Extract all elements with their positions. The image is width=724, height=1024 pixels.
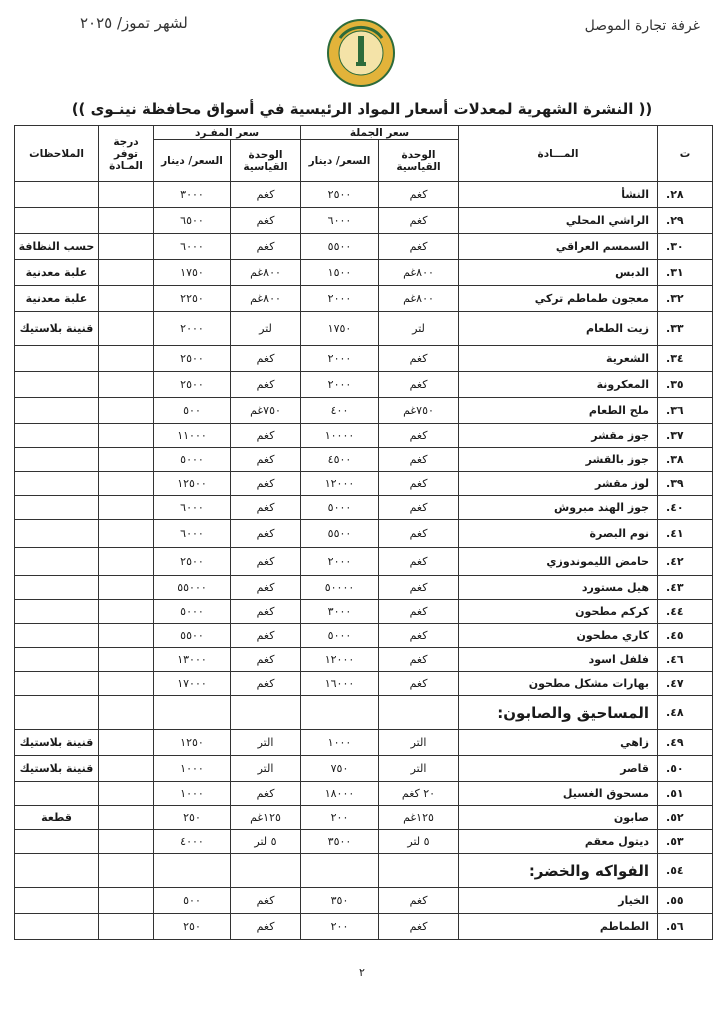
- empty-cell: [231, 696, 301, 730]
- wholesale-price: ١٨٠٠٠: [301, 782, 379, 806]
- wholesale-price: ٥٥٠٠: [301, 234, 379, 260]
- wholesale-unit: كغم: [379, 346, 459, 372]
- table-row: [15, 854, 713, 888]
- retail-price: ٢٥٠٠: [154, 372, 231, 398]
- notes-cell: [15, 888, 99, 914]
- material-name: هيل مستورد: [459, 576, 658, 600]
- row-number: ٤٢.: [658, 548, 713, 576]
- retail-price: ١٧٥٠: [154, 260, 231, 286]
- wholesale-price: ٥٠٠٠٠: [301, 576, 379, 600]
- table-row: [15, 756, 713, 782]
- row-number: ٣٣.: [658, 312, 713, 346]
- availability-cell: [99, 648, 154, 672]
- wholesale-price: ٧٥٠: [301, 756, 379, 782]
- retail-unit: ٧٥٠غم: [231, 398, 301, 424]
- retail-unit: كغم: [231, 888, 301, 914]
- retail-unit: كغم: [231, 208, 301, 234]
- availability-cell: [99, 496, 154, 520]
- row-number: ٣٠.: [658, 234, 713, 260]
- material-name: الطماطم: [459, 914, 658, 940]
- notes-cell: قنينة بلاستيك: [15, 730, 99, 756]
- availability-cell: [99, 346, 154, 372]
- row-number: ٣١.: [658, 260, 713, 286]
- retail-price: ٢٥٠: [154, 806, 231, 830]
- retail-unit: كغم: [231, 672, 301, 696]
- material-name: جوز مقشر: [459, 424, 658, 448]
- retail-price: ٥٠٠: [154, 888, 231, 914]
- material-name: الدبس: [459, 260, 658, 286]
- wholesale-price: ١٠٠٠: [301, 730, 379, 756]
- availability-cell: [99, 448, 154, 472]
- notes-cell: [15, 600, 99, 624]
- notes-cell: [15, 576, 99, 600]
- chamber-logo: [326, 18, 396, 88]
- notes-cell: [15, 372, 99, 398]
- retail-price: ٦٠٠٠: [154, 234, 231, 260]
- empty-cell: [15, 854, 99, 888]
- row-number: ٥١.: [658, 782, 713, 806]
- availability-cell: [99, 208, 154, 234]
- retail-price: ٥٥٠٠٠: [154, 576, 231, 600]
- col-seq: ت: [658, 126, 713, 182]
- row-number: ٥٢.: [658, 806, 713, 830]
- wholesale-price: ٥٠٠٠: [301, 496, 379, 520]
- wholesale-price: ٢٠٠٠: [301, 548, 379, 576]
- wholesale-unit: كغم: [379, 888, 459, 914]
- retail-unit: كغم: [231, 914, 301, 940]
- table-row: [15, 782, 713, 806]
- table-row: [15, 234, 713, 260]
- row-number: ٤٧.: [658, 672, 713, 696]
- material-name: نوم البصرة: [459, 520, 658, 548]
- table-row: [15, 472, 713, 496]
- table-row: [15, 888, 713, 914]
- retail-price: ٣٠٠٠: [154, 182, 231, 208]
- notes-cell: [15, 472, 99, 496]
- empty-cell: [231, 854, 301, 888]
- retail-price: ٢٥٠٠: [154, 346, 231, 372]
- report-month: لشهر تموز/ ٢٠٢٥: [80, 14, 188, 32]
- material-name: ديتول معقم: [459, 830, 658, 854]
- material-name: المعكرونة: [459, 372, 658, 398]
- material-name: الخيار: [459, 888, 658, 914]
- retail-unit: ٨٠٠غم: [231, 260, 301, 286]
- material-name: جوز الهند مبروش: [459, 496, 658, 520]
- report-title: (( النشرة الشهرية لمعدلات أسعار المواد الرئيسية في أسواق محافظة نينـوى )): [71, 100, 653, 118]
- table-row: [15, 576, 713, 600]
- material-name: النشأ: [459, 182, 658, 208]
- wholesale-price: ٤٠٠: [301, 398, 379, 424]
- wholesale-unit: كغم: [379, 234, 459, 260]
- row-number: ٣٦.: [658, 398, 713, 424]
- wholesale-price: ٣٥٠: [301, 888, 379, 914]
- row-number: ٢٨.: [658, 182, 713, 208]
- notes-cell: [15, 208, 99, 234]
- retail-price: ٦٥٠٠: [154, 208, 231, 234]
- empty-cell: [301, 696, 379, 730]
- empty-cell: [154, 854, 231, 888]
- material-name: ملح الطعام: [459, 398, 658, 424]
- row-number: ٣٧.: [658, 424, 713, 448]
- retail-price: ٦٠٠٠: [154, 496, 231, 520]
- material-name: جوز بالقشر: [459, 448, 658, 472]
- table-row: [15, 806, 713, 830]
- table-row: [15, 424, 713, 448]
- row-number: ٢٩.: [658, 208, 713, 234]
- empty-cell: [15, 696, 99, 730]
- retail-unit: كغم: [231, 576, 301, 600]
- wholesale-unit: التر: [379, 756, 459, 782]
- retail-unit: لتر: [231, 312, 301, 346]
- col-availability: درجة توفر المـادة: [99, 126, 154, 182]
- retail-unit: كغم: [231, 600, 301, 624]
- row-number: ٥٤.: [658, 854, 713, 888]
- table-row: [15, 372, 713, 398]
- wholesale-unit: لتر: [379, 312, 459, 346]
- col-wholesale: سعر الجملة: [301, 126, 459, 140]
- availability-cell: [99, 548, 154, 576]
- row-number: ٣٥.: [658, 372, 713, 398]
- col-price-retail: السعر/ دينار: [154, 140, 231, 182]
- material-name: الشعرية: [459, 346, 658, 372]
- notes-cell: علبة معدنية: [15, 286, 99, 312]
- availability-cell: [99, 624, 154, 648]
- retail-price: ٥٠٠٠: [154, 448, 231, 472]
- availability-cell: [99, 730, 154, 756]
- row-number: ٥٣.: [658, 830, 713, 854]
- wholesale-price: ٤٥٠٠: [301, 448, 379, 472]
- wholesale-price: ١٢٠٠٠: [301, 648, 379, 672]
- wholesale-unit: كغم: [379, 372, 459, 398]
- availability-cell: [99, 398, 154, 424]
- wholesale-unit: ٧٥٠غم: [379, 398, 459, 424]
- table-row: [15, 696, 713, 730]
- retail-unit: كغم: [231, 424, 301, 448]
- retail-unit: كغم: [231, 782, 301, 806]
- material-name: حامض الليموندوزي: [459, 548, 658, 576]
- wholesale-unit: كغم: [379, 520, 459, 548]
- wholesale-price: ٢٠٠: [301, 914, 379, 940]
- prices-table: [14, 125, 713, 940]
- wholesale-unit: كغم: [379, 672, 459, 696]
- retail-unit: كغم: [231, 472, 301, 496]
- notes-cell: [15, 346, 99, 372]
- table-row: [15, 346, 713, 372]
- retail-unit: كغم: [231, 234, 301, 260]
- notes-cell: [15, 398, 99, 424]
- wholesale-price: ١٠٠٠٠: [301, 424, 379, 448]
- wholesale-unit: ٢٠ كغم: [379, 782, 459, 806]
- retail-unit: كغم: [231, 496, 301, 520]
- material-name: لوز مقشر: [459, 472, 658, 496]
- availability-cell: [99, 888, 154, 914]
- wholesale-price: ٢٠٠٠: [301, 372, 379, 398]
- notes-cell: [15, 548, 99, 576]
- availability-cell: [99, 182, 154, 208]
- col-price-wholesale: السعر/ دينار: [301, 140, 379, 182]
- prices-table-body: [15, 182, 713, 940]
- notes-cell: علبة معدنية: [15, 260, 99, 286]
- availability-cell: [99, 806, 154, 830]
- wholesale-unit: ٨٠٠غم: [379, 260, 459, 286]
- retail-price: ١٣٠٠٠: [154, 648, 231, 672]
- notes-cell: [15, 782, 99, 806]
- empty-cell: [301, 854, 379, 888]
- availability-cell: [99, 234, 154, 260]
- material-name: قاصر: [459, 756, 658, 782]
- row-number: ٥٥.: [658, 888, 713, 914]
- notes-cell: قنينة بلاستيك: [15, 312, 99, 346]
- availability-cell: [99, 782, 154, 806]
- empty-cell: [99, 696, 154, 730]
- row-number: ٤٤.: [658, 600, 713, 624]
- wholesale-price: ١٥٠٠: [301, 260, 379, 286]
- row-number: ٤٣.: [658, 576, 713, 600]
- empty-cell: [99, 854, 154, 888]
- wholesale-price: ٥٠٠٠: [301, 624, 379, 648]
- retail-price: ١٠٠٠: [154, 756, 231, 782]
- retail-unit: ٥ لتر: [231, 830, 301, 854]
- retail-unit: كغم: [231, 346, 301, 372]
- retail-unit: ١٢٥غم: [231, 806, 301, 830]
- material-name: فلفل اسود: [459, 648, 658, 672]
- notes-cell: قطعة: [15, 806, 99, 830]
- availability-cell: [99, 472, 154, 496]
- col-unit-retail: الوحدة القياسية: [231, 140, 301, 182]
- section-heading: الفواكه والخضر:: [459, 854, 658, 888]
- retail-unit: كغم: [231, 520, 301, 548]
- material-name: زاهي: [459, 730, 658, 756]
- wholesale-unit: ١٢٥غم: [379, 806, 459, 830]
- col-material: المـــادة: [459, 126, 658, 182]
- empty-cell: [379, 696, 459, 730]
- col-retail: سعر المفـرد: [154, 126, 301, 140]
- row-number: ٣٤.: [658, 346, 713, 372]
- table-row: [15, 624, 713, 648]
- wholesale-unit: كغم: [379, 472, 459, 496]
- availability-cell: [99, 312, 154, 346]
- chamber-name: غرفة تجارة الموصل: [584, 18, 700, 34]
- wholesale-unit: كغم: [379, 182, 459, 208]
- retail-unit: كغم: [231, 372, 301, 398]
- table-row: [15, 312, 713, 346]
- wholesale-price: ٥٥٠٠: [301, 520, 379, 548]
- material-name: كاري مطحون: [459, 624, 658, 648]
- notes-cell: [15, 672, 99, 696]
- empty-cell: [379, 854, 459, 888]
- retail-price: ٥٠٠٠: [154, 600, 231, 624]
- row-number: ٤٩.: [658, 730, 713, 756]
- wholesale-unit: كغم: [379, 496, 459, 520]
- col-notes: الملاحظات: [15, 126, 99, 182]
- retail-unit: التر: [231, 730, 301, 756]
- wholesale-price: ٦٠٠٠: [301, 208, 379, 234]
- table-row: [15, 914, 713, 940]
- wholesale-unit: كغم: [379, 624, 459, 648]
- table-row: [15, 548, 713, 576]
- notes-cell: [15, 496, 99, 520]
- retail-price: ١١٠٠٠: [154, 424, 231, 448]
- row-number: ٥٦.: [658, 914, 713, 940]
- section-heading: المساحيق والصابون:: [459, 696, 658, 730]
- wholesale-price: ٣٥٠٠: [301, 830, 379, 854]
- notes-cell: قنينة بلاستيك: [15, 756, 99, 782]
- table-row: [15, 672, 713, 696]
- row-number: ٤٥.: [658, 624, 713, 648]
- table-row: [15, 260, 713, 286]
- col-unit-wholesale: الوحدة القياسية: [379, 140, 459, 182]
- notes-cell: [15, 648, 99, 672]
- row-number: ٤٦.: [658, 648, 713, 672]
- retail-price: ١٢٥٠: [154, 730, 231, 756]
- availability-cell: [99, 672, 154, 696]
- table-row: [15, 398, 713, 424]
- retail-price: ٥٥٠٠: [154, 624, 231, 648]
- row-number: ٣٨.: [658, 448, 713, 472]
- availability-cell: [99, 424, 154, 448]
- retail-unit: كغم: [231, 182, 301, 208]
- notes-cell: [15, 830, 99, 854]
- retail-price: ٢٠٠٠: [154, 312, 231, 346]
- table-row: [15, 208, 713, 234]
- table-row: [15, 496, 713, 520]
- notes-cell: حسب النظافة: [15, 234, 99, 260]
- availability-cell: [99, 372, 154, 398]
- notes-cell: [15, 624, 99, 648]
- material-name: صابون: [459, 806, 658, 830]
- wholesale-unit: كغم: [379, 576, 459, 600]
- retail-unit: التر: [231, 756, 301, 782]
- availability-cell: [99, 286, 154, 312]
- table-row: [15, 520, 713, 548]
- material-name: معجون طماطم تركي: [459, 286, 658, 312]
- wholesale-price: ١٦٠٠٠: [301, 672, 379, 696]
- material-name: الراشي المحلي: [459, 208, 658, 234]
- availability-cell: [99, 260, 154, 286]
- wholesale-unit: ٥ لتر: [379, 830, 459, 854]
- material-name: كركم مطحون: [459, 600, 658, 624]
- wholesale-price: ٢٠٠٠: [301, 346, 379, 372]
- row-number: ٥٠.: [658, 756, 713, 782]
- retail-price: ٢٥٠٠: [154, 548, 231, 576]
- material-name: زيت الطعام: [459, 312, 658, 346]
- table-row: [15, 830, 713, 854]
- row-number: ٣٩.: [658, 472, 713, 496]
- availability-cell: [99, 830, 154, 854]
- wholesale-unit: كغم: [379, 448, 459, 472]
- availability-cell: [99, 600, 154, 624]
- retail-unit: ٨٠٠غم: [231, 286, 301, 312]
- notes-cell: [15, 448, 99, 472]
- wholesale-unit: كغم: [379, 600, 459, 624]
- page-number: ٢: [359, 966, 365, 979]
- retail-price: ١٧٠٠٠: [154, 672, 231, 696]
- wholesale-unit: كغم: [379, 548, 459, 576]
- retail-price: ٥٠٠: [154, 398, 231, 424]
- table-row: [15, 448, 713, 472]
- wholesale-price: ١٢٠٠٠: [301, 472, 379, 496]
- material-name: بهارات مشكل مطحون: [459, 672, 658, 696]
- table-row: [15, 600, 713, 624]
- table-row: [15, 730, 713, 756]
- retail-price: ٢٢٥٠: [154, 286, 231, 312]
- retail-price: ٦٠٠٠: [154, 520, 231, 548]
- empty-cell: [154, 696, 231, 730]
- wholesale-unit: ٨٠٠غم: [379, 286, 459, 312]
- retail-price: ١٢٥٠٠: [154, 472, 231, 496]
- row-number: ٣٢.: [658, 286, 713, 312]
- notes-cell: [15, 182, 99, 208]
- wholesale-price: ١٧٥٠: [301, 312, 379, 346]
- row-number: ٤١.: [658, 520, 713, 548]
- notes-cell: [15, 424, 99, 448]
- table-row: [15, 182, 713, 208]
- availability-cell: [99, 756, 154, 782]
- wholesale-price: ٢٠٠: [301, 806, 379, 830]
- table-row: [15, 286, 713, 312]
- wholesale-price: ٢٠٠٠: [301, 286, 379, 312]
- availability-cell: [99, 576, 154, 600]
- retail-unit: كغم: [231, 624, 301, 648]
- retail-price: ١٠٠٠: [154, 782, 231, 806]
- wholesale-unit: كغم: [379, 648, 459, 672]
- material-name: مسحوق الغسيل: [459, 782, 658, 806]
- material-name: السمسم العراقي: [459, 234, 658, 260]
- retail-unit: كغم: [231, 548, 301, 576]
- table-row: [15, 648, 713, 672]
- wholesale-price: ٢٥٠٠: [301, 182, 379, 208]
- availability-cell: [99, 914, 154, 940]
- availability-cell: [99, 520, 154, 548]
- retail-unit: كغم: [231, 448, 301, 472]
- row-number: ٤٨.: [658, 696, 713, 730]
- retail-unit: كغم: [231, 648, 301, 672]
- wholesale-unit: التر: [379, 730, 459, 756]
- wholesale-unit: كغم: [379, 424, 459, 448]
- retail-price: ٢٥٠: [154, 914, 231, 940]
- notes-cell: [15, 914, 99, 940]
- retail-price: ٤٠٠٠: [154, 830, 231, 854]
- row-number: ٤٠.: [658, 496, 713, 520]
- wholesale-price: ٣٠٠٠: [301, 600, 379, 624]
- notes-cell: [15, 520, 99, 548]
- wholesale-unit: كغم: [379, 914, 459, 940]
- wholesale-unit: كغم: [379, 208, 459, 234]
